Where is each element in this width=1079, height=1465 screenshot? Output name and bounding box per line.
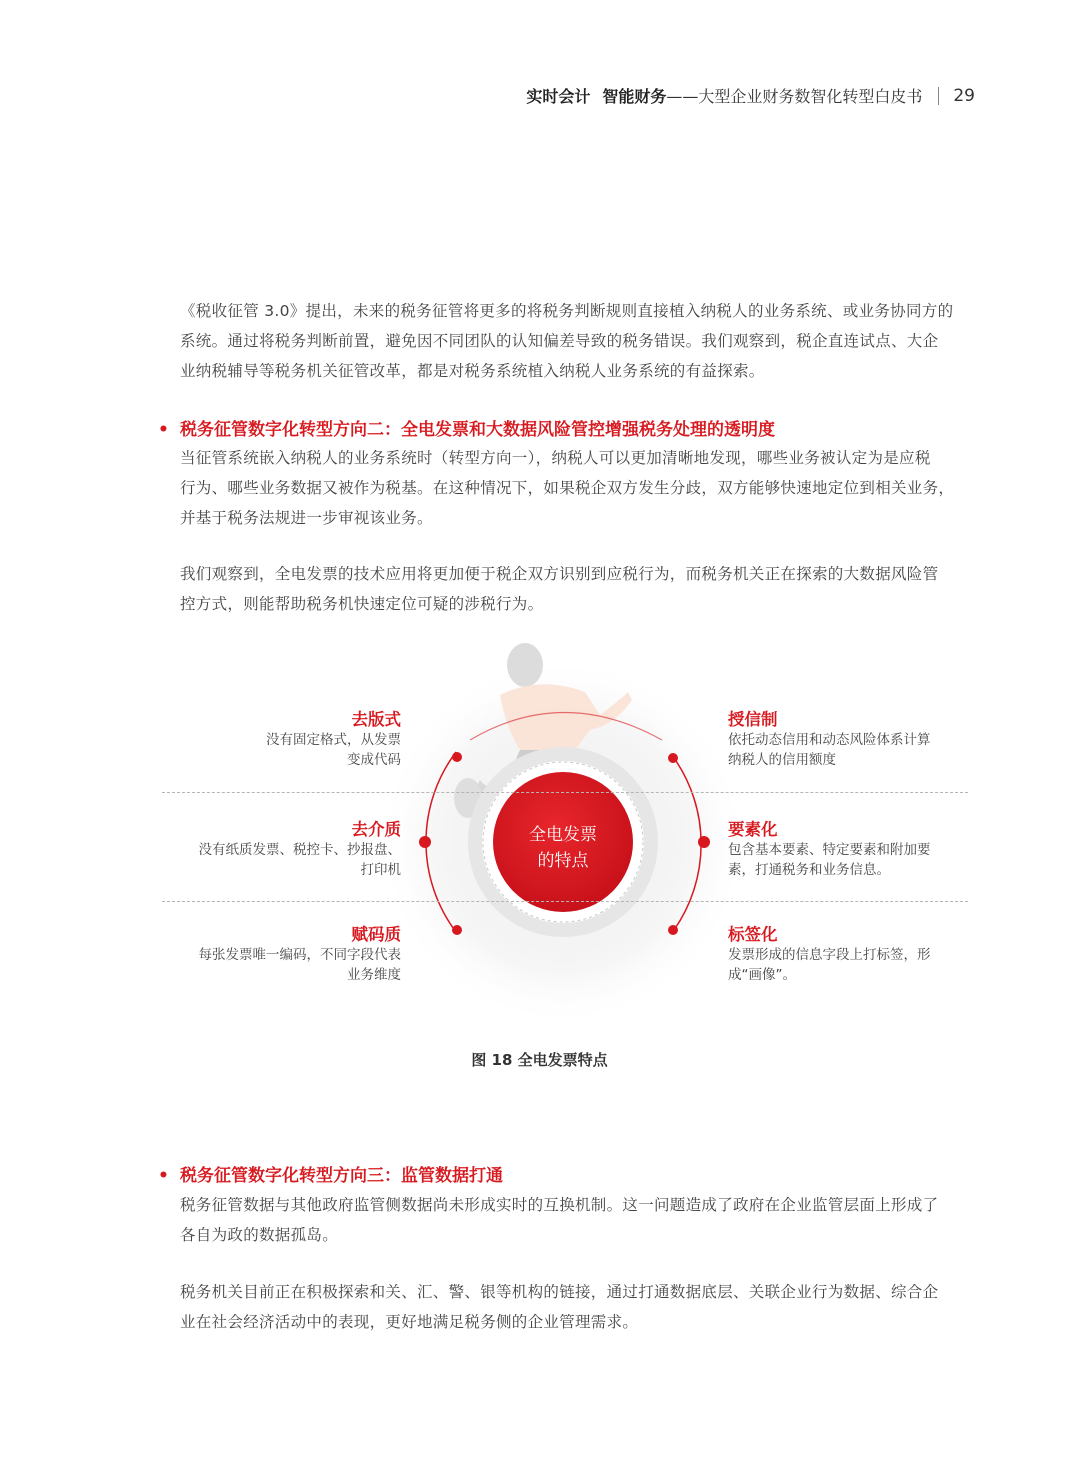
desc-line: 变成代码 bbox=[347, 752, 401, 768]
bullet-dot-icon: • bbox=[158, 420, 169, 440]
header-subtitle: ——大型企业财务数智化转型白皮书 bbox=[666, 87, 923, 106]
running-header bbox=[526, 84, 975, 107]
section3-heading bbox=[158, 1163, 988, 1189]
section2-p1-line: 并基于税务法规进一步审视该业务。 bbox=[180, 509, 433, 527]
section2-p1-line: 当征管系统嵌入纳税人的业务系统时（转型方向一），纳税人可以更加清晰地发现，哪些业务被认定为是应税 bbox=[180, 449, 931, 467]
desc-line: 包含基本要素、特定要素和附加要 bbox=[728, 842, 931, 858]
dot-right-bottom bbox=[668, 925, 678, 935]
intro-paragraph bbox=[180, 296, 976, 386]
dot-left-mid bbox=[419, 836, 431, 848]
section3-p2-line: 税务机关目前正在积极探索和关、汇、警、银等机构的链接，通过打通数据底层、关联企业行为数据、综合企 bbox=[180, 1283, 939, 1301]
feature-desc-left-1 bbox=[266, 730, 401, 770]
intro-line: 系统。通过将税务判断前置，避免因不同团队的认知偏差导致的税务错误。我们观察到，税企直连试点、大企 bbox=[180, 332, 939, 350]
dot-left-top bbox=[452, 752, 462, 762]
desc-line: 每张发票唯一编码，不同字段代表 bbox=[198, 947, 401, 963]
separator-line bbox=[162, 901, 968, 902]
intro-line: 业纳税辅导等税务机关征管改革，都是对税务系统植入纳税人业务系统的有益探索。 bbox=[180, 362, 765, 380]
header-part1: 实时会计 bbox=[526, 87, 591, 106]
feature-desc-right-3 bbox=[728, 945, 931, 985]
feature-title-right-1: 授信制 bbox=[728, 710, 778, 729]
desc-line: 没有固定格式，从发票 bbox=[266, 732, 401, 748]
section3-p2-line: 业在社会经济活动中的表现，更好地满足税务侧的企业管理需求。 bbox=[180, 1313, 639, 1331]
center-label-line2: 的特点 bbox=[537, 851, 589, 871]
center-label-line1: 全电发票 bbox=[529, 825, 597, 845]
desc-line: 发票形成的信息字段上打标签，形 bbox=[728, 947, 931, 963]
section2-heading bbox=[158, 417, 988, 443]
figure-caption: 图 18 全电发票特点 bbox=[471, 1051, 608, 1069]
desc-line: 依托动态信用和动态风险体系计算 bbox=[728, 732, 931, 748]
feature-desc-right-1 bbox=[728, 730, 931, 770]
section2-paragraph1 bbox=[180, 443, 976, 533]
dot-left-bottom bbox=[452, 925, 462, 935]
dot-right-top bbox=[668, 753, 678, 763]
feature-desc-left-3 bbox=[199, 945, 402, 985]
section3-p1-line: 税务征管数据与其他政府监管侧数据尚未形成实时的互换机制。这一问题造成了政府在企业监管层面上形成了 bbox=[180, 1196, 939, 1214]
desc-line: 打印机 bbox=[360, 862, 401, 878]
desc-line: 没有纸质发票、税控卡、抄报盘、 bbox=[198, 842, 401, 858]
desc-line: 素，打通税务和业务信息。 bbox=[728, 862, 890, 878]
section2-paragraph2 bbox=[180, 559, 976, 619]
section2-p1-line: 行为、哪些业务数据又被作为税基。在这种情况下，如果税企双方发生分歧，双方能够快速地定位到相关业务， bbox=[180, 479, 955, 497]
section3-p1-line: 各自为政的数据孤岛。 bbox=[180, 1226, 339, 1244]
section3-heading-text: 税务征管数字化转型方向三：监管数据打通 bbox=[180, 1166, 503, 1186]
feature-title-left-3: 赋码质 bbox=[351, 925, 401, 944]
feature-title-right-2: 要素化 bbox=[728, 820, 778, 839]
section2-p2-line: 我们观察到，全电发票的技术应用将更加便于税企双方识别到应税行为，而税务机关正在探索的大数据风险管 bbox=[180, 565, 939, 583]
section2-heading-text: 税务征管数字化转型方向二：全电发票和大数据风险管控增强税务处理的透明度 bbox=[180, 420, 775, 440]
feature-title-left-1: 去版式 bbox=[351, 710, 401, 729]
center-label bbox=[503, 822, 623, 874]
separator-line bbox=[162, 792, 968, 793]
section3-paragraph1 bbox=[180, 1190, 976, 1250]
section2-p2-line: 控方式，则能帮助税务机快速定位可疑的涉税行为。 bbox=[180, 595, 544, 613]
desc-line: 成“画像”。 bbox=[728, 967, 796, 983]
section3-paragraph2 bbox=[180, 1277, 976, 1337]
feature-title-right-3: 标签化 bbox=[728, 925, 778, 944]
invoice-features-figure bbox=[0, 630, 1079, 1050]
feature-title-left-2: 去介质 bbox=[351, 820, 401, 839]
desc-line: 业务维度 bbox=[347, 967, 401, 983]
intro-line: 《税收征管 3.0》提出，未来的税务征管将更多的将税务判断规则直接植入纳税人的业务系统、或业务协同方的 bbox=[180, 302, 954, 320]
bullet-dot-icon: • bbox=[158, 1166, 169, 1186]
feature-desc-right-2 bbox=[728, 840, 931, 880]
feature-desc-left-2 bbox=[199, 840, 402, 880]
page-number: 29 bbox=[953, 85, 975, 106]
dot-right-mid bbox=[698, 836, 710, 848]
header-part2: 智能财务 bbox=[602, 87, 667, 106]
desc-line: 纳税人的信用额度 bbox=[728, 752, 836, 768]
header-divider bbox=[938, 87, 939, 105]
